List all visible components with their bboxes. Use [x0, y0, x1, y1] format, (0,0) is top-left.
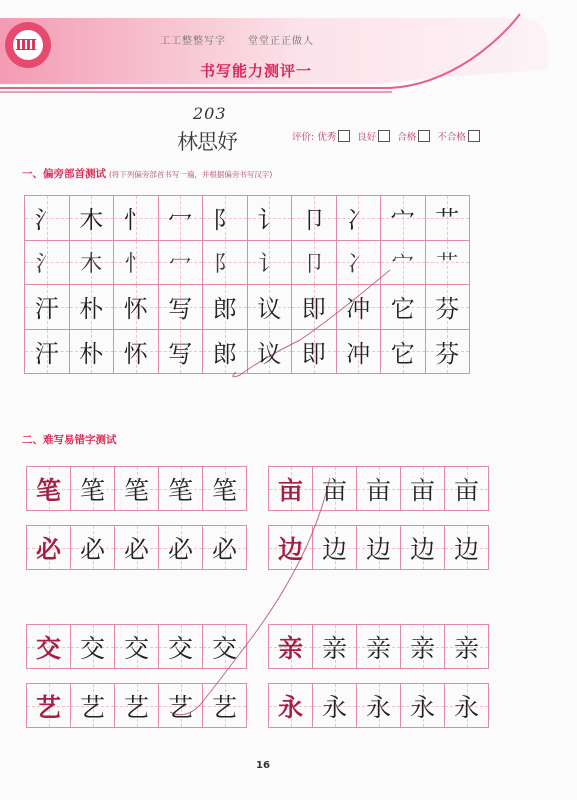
section2-heading: 二、难写易错字测试 [22, 434, 117, 446]
grid-cell: 边 [445, 526, 489, 570]
grid-cell: 艹 [425, 240, 470, 285]
grid-cell: 冖 [158, 240, 203, 285]
grid-cell: 议 [247, 285, 292, 330]
grid-cell: 艺 [71, 684, 115, 728]
grid-cell: 讠 [247, 196, 292, 241]
grid-cell: 怀 [114, 285, 159, 330]
grid-row [269, 526, 489, 570]
grid-row [27, 526, 247, 570]
grid-cell: 卩 [292, 196, 337, 241]
grid-cell: 亩 [269, 467, 313, 511]
grid-cell: 边 [313, 526, 357, 570]
grid-row [27, 684, 247, 728]
header-motto: 工工整整写字 堂堂正正做人 [160, 36, 314, 47]
grid-cell: 亲 [269, 625, 313, 669]
grid-row [25, 329, 470, 374]
grid-cell: 芬 [425, 329, 470, 374]
grid-cell: 议 [247, 329, 292, 374]
grid-cell: 艺 [115, 684, 159, 728]
section1-heading: 一、偏旁部首测试 (将下列偏旁部首书写一遍，并根据偏旁书写汉字) [22, 168, 273, 180]
grid-cell: 艺 [159, 684, 203, 728]
grid-cell: 芬 [425, 285, 470, 330]
grid-cell: 永 [269, 684, 313, 728]
grid-cell: 宀 [381, 196, 426, 241]
grid-cell: 怀 [114, 329, 159, 374]
grid-cell: 必 [159, 526, 203, 570]
grid-cell: 卩 [292, 240, 337, 285]
grid-cell: 永 [313, 684, 357, 728]
grid-cell: 永 [401, 684, 445, 728]
grid-cell: 笔 [115, 467, 159, 511]
grid-cell: 交 [159, 625, 203, 669]
grid-cell: 宀 [381, 240, 426, 285]
section1-note: (将下列偏旁部首书写一遍，并根据偏旁书写汉字) [109, 170, 273, 179]
eval-checkbox-pass[interactable] [418, 130, 430, 142]
grid-row [27, 467, 247, 511]
grid-cell: 永 [357, 684, 401, 728]
grid-cell: 阝 [203, 196, 248, 241]
grid-cell: 郎 [203, 329, 248, 374]
grid-cell: 冫 [336, 196, 381, 241]
grid-cell: 它 [381, 285, 426, 330]
grid-cell: 氵 [25, 196, 70, 241]
grid-row [269, 467, 489, 511]
grid-cell: 汗 [25, 285, 70, 330]
grid-row [25, 240, 470, 285]
grid-cell: 讠 [247, 240, 292, 285]
grid-cell: 朴 [69, 285, 114, 330]
publisher-logo: IIII [5, 22, 51, 68]
grid-row [269, 625, 489, 669]
grid-cell: 交 [27, 625, 71, 669]
grid-cell: 即 [292, 329, 337, 374]
practice-row-4 [268, 525, 489, 570]
grid-cell: 艹 [425, 196, 470, 241]
eval-checkbox-fail[interactable] [468, 130, 480, 142]
grid-cell: 阝 [203, 240, 248, 285]
grid-cell: 冫 [336, 240, 381, 285]
grid-cell: 永 [445, 684, 489, 728]
grid-cell: 木 [69, 196, 114, 241]
grid-cell: 冲 [336, 329, 381, 374]
grid-row [269, 684, 489, 728]
grid-cell: 必 [203, 526, 247, 570]
grid-cell: 艺 [203, 684, 247, 728]
grid-cell: 笔 [203, 467, 247, 511]
evaluation-label: 评价: [292, 132, 315, 143]
grid-cell: 必 [71, 526, 115, 570]
grid-cell: 边 [401, 526, 445, 570]
practice-row-6 [268, 624, 489, 669]
grid-cell: 冲 [336, 285, 381, 330]
grid-cell: 即 [292, 285, 337, 330]
grid-cell: 写 [158, 329, 203, 374]
radical-practice-grid [24, 195, 470, 374]
grid-cell: 汗 [25, 329, 70, 374]
grid-row [27, 625, 247, 669]
grid-cell: 它 [381, 329, 426, 374]
grid-cell: 亲 [445, 625, 489, 669]
evaluation-checkboxes [292, 129, 484, 143]
page-title: 书写能力测评一 [200, 62, 313, 80]
grid-cell: 氵 [25, 240, 70, 285]
grid-cell: 笔 [159, 467, 203, 511]
practice-row-7 [26, 683, 247, 728]
grid-cell: 冖 [158, 196, 203, 241]
page-number: 16 [256, 760, 270, 771]
grid-cell: 亲 [401, 625, 445, 669]
grid-cell: 朴 [69, 329, 114, 374]
grid-cell: 亲 [357, 625, 401, 669]
grid-cell: 忄 [114, 196, 159, 241]
handwritten-student-name: 林思妤 [177, 130, 237, 154]
grid-cell: 必 [115, 526, 159, 570]
practice-row-5 [26, 624, 247, 669]
practice-row-3 [26, 525, 247, 570]
grid-cell: 亩 [357, 467, 401, 511]
grid-cell: 边 [357, 526, 401, 570]
practice-row-2 [268, 466, 489, 511]
grid-cell: 交 [115, 625, 159, 669]
grid-cell: 交 [71, 625, 115, 669]
eval-option-label: 合格 [397, 132, 417, 143]
eval-option-label: 优秀 [317, 132, 337, 143]
grid-cell: 郎 [203, 285, 248, 330]
eval-checkbox-good[interactable] [378, 130, 390, 142]
grid-cell: 艺 [27, 684, 71, 728]
grid-row [25, 196, 470, 241]
grid-cell: 亲 [313, 625, 357, 669]
grid-cell: 亩 [313, 467, 357, 511]
practice-row-1 [26, 466, 247, 511]
grid-cell: 写 [158, 285, 203, 330]
handwritten-class-number: 203 [193, 104, 227, 123]
grid-cell: 交 [203, 625, 247, 669]
eval-checkbox-excellent[interactable] [338, 130, 350, 142]
practice-row-8 [268, 683, 489, 728]
grid-cell: 木 [69, 240, 114, 285]
grid-cell: 必 [27, 526, 71, 570]
grid-cell: 亩 [445, 467, 489, 511]
grid-cell: 亩 [401, 467, 445, 511]
eval-option-label: 良好 [357, 132, 377, 143]
grid-cell: 笔 [71, 467, 115, 511]
grid-cell: 笔 [27, 467, 71, 511]
grid-row [25, 285, 470, 330]
eval-option-label: 不合格 [437, 132, 466, 143]
grid-cell: 忄 [114, 240, 159, 285]
grid-cell: 边 [269, 526, 313, 570]
